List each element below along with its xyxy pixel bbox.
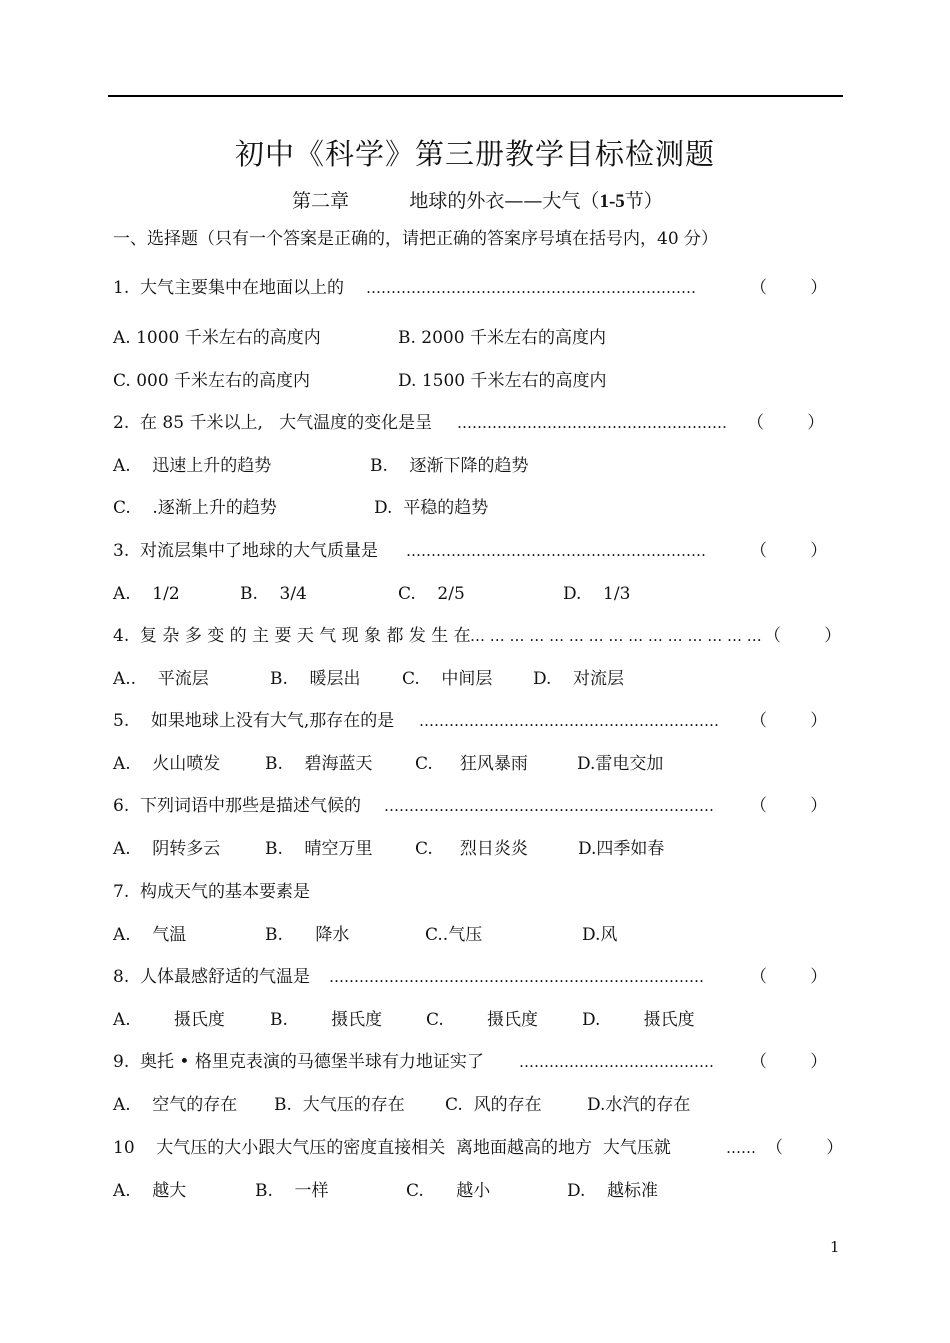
question-9-option-b: B. 大气压的存在: [274, 1095, 405, 1115]
question-7-option-c: C..气压: [425, 925, 483, 945]
question-10-option-b: B. 一样: [255, 1181, 329, 1201]
question-1-option-d: D. 1500 千米左右的高度内: [398, 371, 607, 391]
question-8-option-a: A. 摄氏度: [113, 1010, 225, 1030]
question-2-answer-blank: （ ）: [747, 413, 825, 433]
question-1-option-a: A. 1000 千米左右的高度内: [113, 328, 321, 348]
question-3-answer-blank: （ ）: [750, 541, 828, 561]
question-3-option-b: B. 3/4: [240, 584, 307, 604]
question-1-option-b: B. 2000 千米左右的高度内: [398, 328, 606, 348]
question-6-option-d: D.四季如春: [578, 839, 665, 859]
question-3-option-c: C. 2/5: [398, 584, 465, 604]
question-6-leader: …………………………………………………………: [384, 797, 714, 815]
section-range: 1-5: [599, 191, 625, 212]
question-5-option-d: D.雷电交加: [577, 754, 664, 774]
question-7-option-d: D.风: [582, 925, 618, 945]
question-4-option-c: C. 中间层: [402, 669, 493, 689]
question-1-answer-blank: （ ）: [750, 278, 828, 298]
page-title: 初中《科学》第三册教学目标检测题: [234, 137, 715, 171]
question-9-option-c: C. 风的存在: [445, 1095, 542, 1115]
question-10-leader: ……: [726, 1139, 756, 1157]
question-8-option-c: C. 摄氏度: [426, 1010, 539, 1030]
question-9-option-d: D.水汽的存在: [587, 1095, 691, 1115]
chapter-subtitle: [292, 186, 663, 213]
question-3-stem: 3. 对流层集中了地球的大气质量是: [113, 541, 379, 561]
question-9-stem: 9. 奥托 • 格里克表演的马德堡半球有力地证实了: [113, 1052, 484, 1072]
chapter-topic-end: 节）: [624, 190, 663, 212]
question-10-option-a: A. 越大: [113, 1181, 187, 1201]
question-3-option-a: A. 1/2: [113, 584, 180, 604]
question-2-option-c: C. .逐渐上升的趋势: [113, 498, 277, 518]
question-2-option-a: A. 迅速上升的趋势: [113, 456, 272, 476]
question-5-stem: 5. 如果地球上没有大气,那存在的是: [113, 711, 395, 731]
question-4-answer-blank: （ ）: [764, 626, 842, 646]
question-9-answer-blank: （ ）: [750, 1052, 828, 1072]
question-3-option-d: D. 1/3: [563, 584, 631, 604]
question-4-leader: … … … … … … … … … … … … … … …: [470, 627, 762, 645]
question-4-option-d: D. 对流层: [533, 669, 625, 689]
question-7-stem: 7. 构成天气的基本要素是: [113, 882, 311, 902]
question-6-stem: 6. 下列词语中那些是描述气候的: [113, 796, 362, 816]
question-4-stem: 4. 复 杂 多 变 的 主 要 天 气 现 象 都 发 生 在: [113, 626, 471, 646]
question-10-stem: 10 大气压的大小跟大气压的密度直接相关 离地面越高的地方 大气压就: [113, 1138, 671, 1158]
question-1-leader: …………………………………………………………: [366, 279, 696, 297]
question-5-leader: ……………………………………………………: [419, 712, 719, 730]
chapter-label: 第二章: [292, 190, 350, 212]
question-4-option-a: A.. 平流层: [113, 669, 209, 689]
question-6-option-a: A. 阴转多云: [113, 839, 221, 859]
question-6-answer-blank: （ ）: [750, 796, 828, 816]
question-4-option-b: B. 暖层出: [270, 669, 361, 689]
question-8-option-b: B. 摄氏度: [270, 1010, 383, 1030]
page-number: 1: [830, 1238, 840, 1256]
question-5-answer-blank: （ ）: [750, 711, 828, 731]
question-7-option-b: B. 降水: [265, 925, 350, 945]
question-10-answer-blank: （ ）: [766, 1138, 844, 1158]
question-5-option-a: A. 火山喷发: [113, 754, 221, 774]
question-7-option-a: A. 气温: [113, 925, 187, 945]
question-9-option-a: A. 空气的存在: [113, 1095, 238, 1115]
question-8-option-d: D. 摄氏度: [582, 1010, 695, 1030]
question-10-option-c: C. 越小: [406, 1181, 491, 1201]
section-heading: 一、选择题（只有一个答案是正确的，请把正确的答案序号填在括号内，40 分）: [113, 229, 719, 249]
question-1-option-c: C. 000 千米左右的高度内: [113, 371, 311, 391]
question-8-leader: …………………………………………………………………: [329, 968, 704, 986]
question-10-option-d: D. 越标准: [567, 1181, 659, 1201]
question-2-option-d: D. 平稳的趋势: [374, 498, 489, 518]
question-2-leader: ………………………………………………: [457, 414, 727, 432]
question-6-option-c: C. 烈日炎炎: [415, 839, 528, 859]
question-2-stem: 2. 在 85 千米以上, 大气温度的变化是呈: [113, 413, 433, 433]
question-5-option-c: C. 狂风暴雨: [415, 754, 528, 774]
question-8-answer-blank: （ ）: [750, 967, 828, 987]
question-6-option-b: B. 晴空万里: [265, 839, 373, 859]
question-5-option-b: B. 碧海蓝天: [265, 754, 373, 774]
question-8-stem: 8. 人体最感舒适的气温是: [113, 967, 311, 987]
question-2-option-b: B. 逐渐下降的趋势: [370, 456, 529, 476]
header-rule: [108, 95, 843, 97]
question-1-stem: 1. 大气主要集中在地面以上的: [113, 278, 345, 298]
chapter-topic: 地球的外衣——大气（: [409, 190, 600, 212]
question-9-leader: …………………………………: [519, 1053, 714, 1071]
question-3-leader: ……………………………………………………: [406, 542, 706, 560]
